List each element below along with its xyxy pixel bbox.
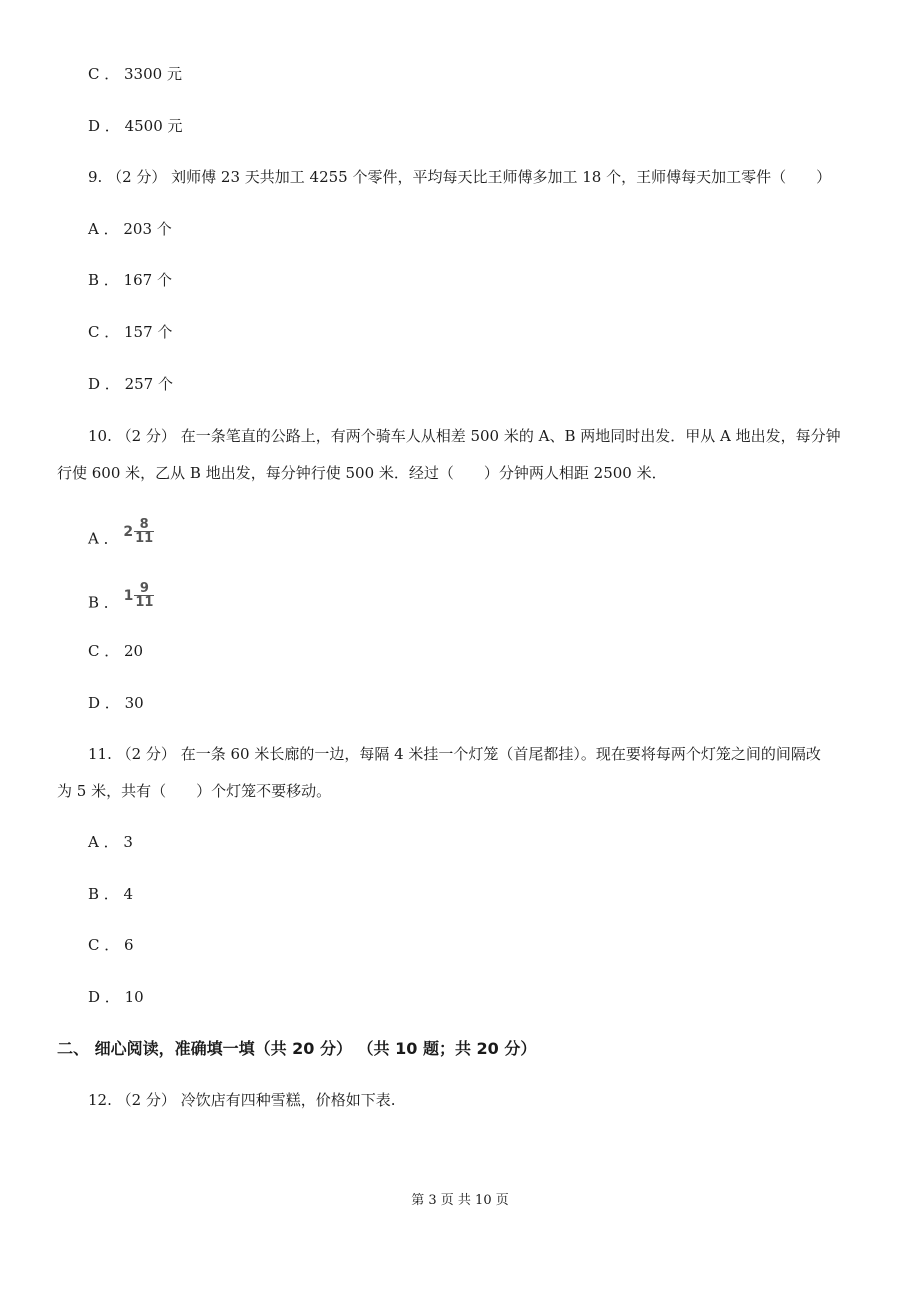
q10-option-a	[88, 517, 154, 553]
q11-text-line2: 为 5 米，共有（ ）个灯笼不要移动。	[57, 782, 332, 800]
q8-option-d: D ． 4500 元	[88, 117, 183, 135]
q10-option-b	[88, 581, 154, 617]
page-footer: 第 3 页 共 10 页	[411, 1193, 509, 1208]
q8-option-c: C ． 3300 元	[88, 65, 182, 83]
q9-option-d: D ． 257 个	[88, 375, 173, 393]
q11-option-b: B ． 4	[88, 885, 134, 903]
fraction-denominator: 11	[135, 595, 154, 610]
fraction-denominator: 11	[135, 531, 154, 546]
section-heading: 二、 细心阅读，准确填一填（共 20 分） （共 10 题；共 20 分）	[57, 1039, 537, 1058]
q11-option-a: A ． 3	[88, 833, 133, 851]
q11-text-line1: 11. （2 分） 在一条 60 米长廊的一边，每隔 4 米挂一个灯笼（首尾都挂）。现在要将每两个灯笼之间的间隔改	[88, 745, 821, 763]
q10-text-line1: 10. （2 分） 在一条笔直的公路上，有两个骑车人从相差 500 米的 A、B 两地同时出发．甲从 A 地出发，每分钟	[88, 427, 841, 445]
q9-option-a: A ． 203 个	[88, 220, 172, 238]
mixed-fraction-a	[123, 518, 154, 545]
q10-option-d: D ． 30	[88, 694, 144, 712]
q10-option-b-prefix: B ．	[88, 593, 119, 612]
q11-option-d: D ． 10	[88, 988, 144, 1006]
q9-option-c: C ． 157 个	[88, 323, 173, 341]
q10-text-line2: 行使 600 米，乙从 B 地出发，每分钟行使 500 米．经过（ ）分钟两人相距 2500 米．	[57, 464, 667, 482]
q12-text: 12. （2 分） 冷饮店有四种雪糕，价格如下表.	[88, 1091, 396, 1109]
mixed-fraction-b	[124, 582, 155, 609]
q11-option-c: C ． 6	[88, 936, 134, 954]
fraction-numerator: 8	[134, 518, 154, 532]
q9-text: 9. （2 分） 刘师傅 23 天共加工 4255 个零件，平均每天比王师傅多加工 18 个，王师傅每天加工零件（ ）	[88, 168, 832, 186]
q10-option-a-prefix: A ．	[88, 529, 119, 548]
q10-option-c: C ． 20	[88, 642, 144, 660]
fraction-whole: 1	[123, 587, 134, 604]
q9-option-b: B ． 167 个	[88, 271, 172, 289]
fraction-whole: 2	[123, 523, 134, 540]
fraction-numerator: 9	[134, 582, 154, 596]
